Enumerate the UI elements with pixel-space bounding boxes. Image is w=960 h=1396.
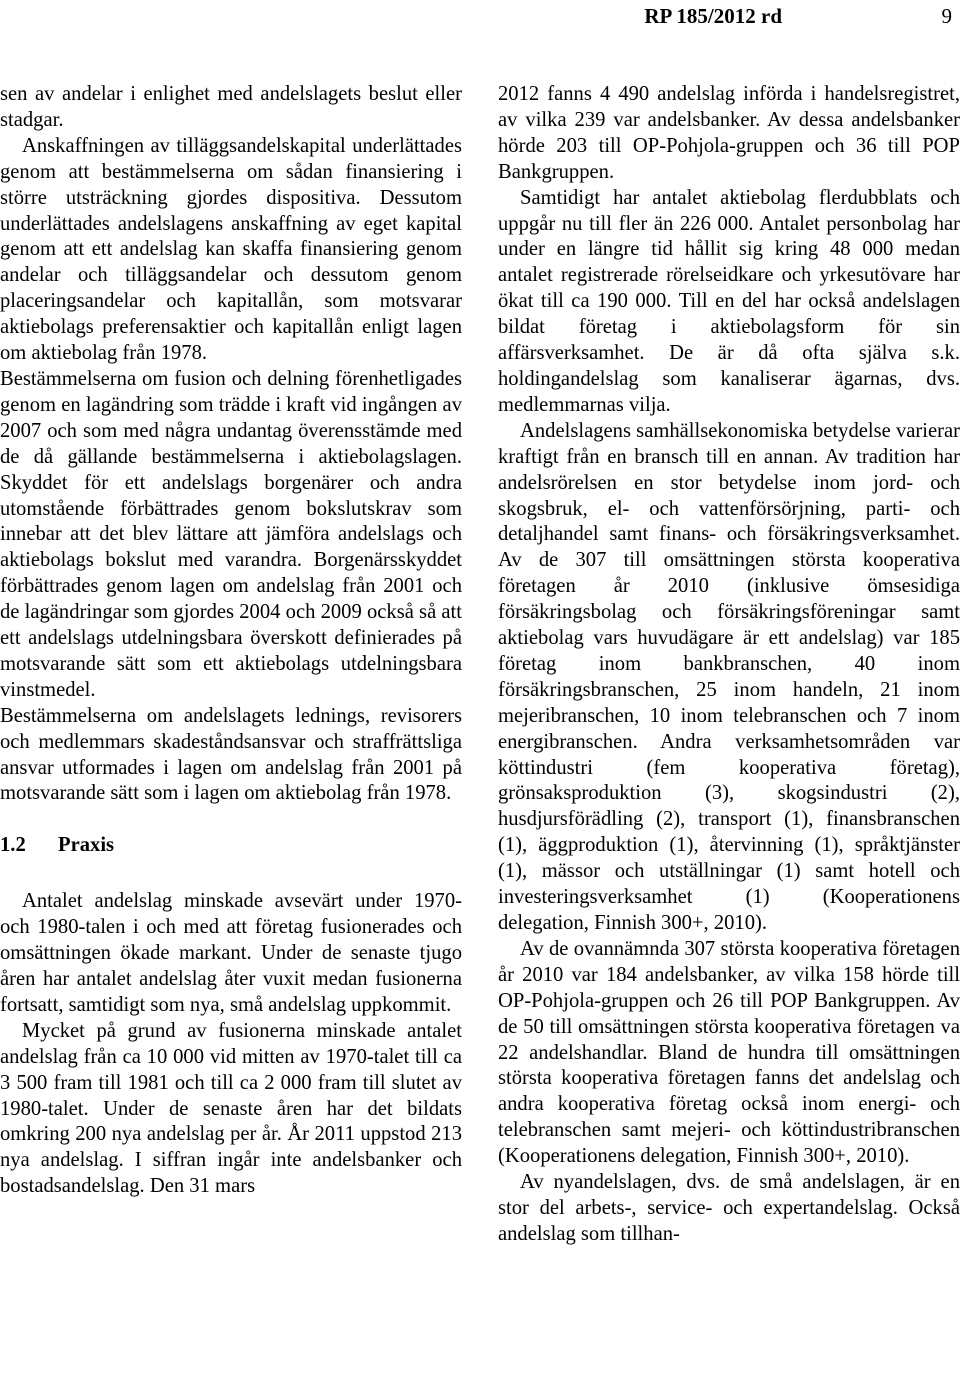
paragraph: Anskaffningen av tilläggsandelskapital underlättades genom att bestämmelserna om sådan finansiering i större utsträckning gjordes dispositiva. Dessutom underlättades andelslagens anskaffning av eget kapital genom att ett andelslag kan skaffa finansiering genom andelar och tilläggsandelar och dessutom genom placeringsandelar och kapitallån, som motsvarar aktiebolags preferensaktier och kapitallån enligt lagen om aktiebolag från 1978. — [0, 134, 462, 365]
page-header — [0, 0, 960, 40]
section-number: 1.2 — [0, 834, 26, 857]
section-heading — [0, 833, 462, 859]
paragraph: Mycket på grund av fusionerna minskade antalet andelslag från ca 10 000 vid mitten av 1970-talet till ca 3 500 fram till 1981 och till ca 2 000 fram till slutet av 1980-talet. Under de senaste åren har det bildats omkring 200 nya andelslag per år. År 2011 uppstod 213 nya andelslag. I siffran ingår inte andelsbanker och bostadsandelslag. Den 31 mars — [0, 1019, 462, 1198]
right-column — [498, 82, 960, 1248]
paragraph: Samtidigt har antalet aktiebolag flerdubblats och uppgår nu till fler än 226 000. Antalet personbolag har under en längre tid hållit sig kring 48 000 medan antalet registrerade rörelseidkare och yrkesutövare har ökat till ca 190 000. Till en del har också andelslagen bildat företag i aktiebolagsform för sin affärsverksamhet. De är då ofta själva s.k. holdingandelslag som kanaliserar ägarnas, dvs. medlemmarnas vilja. — [498, 186, 960, 416]
paragraph-continued: sen av andelar i enlighet med andelslagets beslut eller stadgar. — [0, 83, 462, 131]
left-column — [0, 82, 462, 1200]
paragraph-continued: 2012 fanns 4 490 andelslag införda i handelsregistret, av vilka 239 var andelsbanker. Av dessa andelsbanker hörde 203 till OP-Pohjola-gruppen och 36 till POP Bankgruppen. — [498, 83, 960, 183]
section-title: Praxis — [58, 834, 115, 857]
paragraph: Av nyandelslagen, dvs. de små andelslagen, är en stor del arbets-, service- och expertandelslag. Också andelslag som tillhan- — [498, 1171, 960, 1245]
paragraph: Bestämmelserna om fusion och delning förenhetligades genom en lagändring som trädde i kraft vid ingången av 2007 och som med några undantag överensstämde med de då gällande bestämmelserna i aktiebolagslagen. Skyddet för ett andelslags borgenärer och andra utomstående förbättrades genom bokslutskrav som innebar att det blev lättare att jämföra andelslags och aktiebolags bokslut med varandra. Borgenärsskyddet förbättrades genom lagen om andelslag från 2001 och de lagändringar som gjordes 2004 och 2009 också så att ett andelslags utdelningsbara överskott definierades på motsvarande sätt som ett aktiebolags utdelningsbara vinstmedel. — [0, 367, 462, 701]
paragraph: Bestämmelserna om andelslagets lednings, revisorers och medlemmars skadeståndsansvar och straffrättsliga ansvar utformades i lagen om andelslag från 2001 på motsvarande sätt som i lagen om aktiebolag från 1978. — [0, 704, 462, 805]
page-number: 9 — [941, 4, 952, 28]
paragraph: Av de ovannämnda 307 största kooperativa företagen år 2010 var 184 andelsbanker, av vilka 158 hörde till OP-Pohjola-gruppen och 26 till POP Bankgruppen. Av de 50 till omsättningen största kooperativa företagen va 22 andelshandlar. Bland de hundra till omsättningen största kooperativa företagen fanns det andelslag och andra kooperativa företag också inom energi- och telebranschen samt mejeri- och köttindustribranschen (Kooperationens delegation, Finnish 300+, 2010). — [498, 937, 960, 1168]
paragraph: Andelslagens samhällsekonomiska betydelse varierar kraftigt från en bransch till en annan. Av tradition har andelsrörelsen en stor betydelse inom jord- och skogsbruk, el- och vattenförsörjning, parti- och detaljhandel samt finans- och försäkringsverksamhet. Av de 307 till omsättningen största kooperativa företagen år 2010 (inklusive ömsesidiga försäkringsbolag och försäkringsföreningar samt aktiebolag vars huvudägare är ett andelslag) var 185 företag inom bankbranschen, 40 inom försäkringsbranschen, 25 inom handeln, 21 inom mejeribranschen, 10 inom telebranschen och 7 inom energibranschen. Andra verksamhetsområden var köttindustri (fem kooperativa företag), grönsaksproduktion (3), skogsindustri (2), husdjursförädling (2), transport (1), finansbranschen (1), äggproduktion (1), återvinning (1), språktjänster (1), mässor och utställningar (1) samt hotell och investeringsverksamhet (1) (Kooperationens delegation, Finnish 300+, 2010). — [498, 419, 960, 934]
paragraph: Antalet andelslag minskade avsevärt under 1970- och 1980-talen i och med att företag fusionerades och omsättningen ökade markant. Under de senaste tjugo åren har antalet andelslag åter vuxit medan fusionerna fortsatt, samtidigt som nya, små andelslag uppkommit. — [0, 890, 462, 1016]
document-id: RP 185/2012 rd — [644, 4, 782, 28]
